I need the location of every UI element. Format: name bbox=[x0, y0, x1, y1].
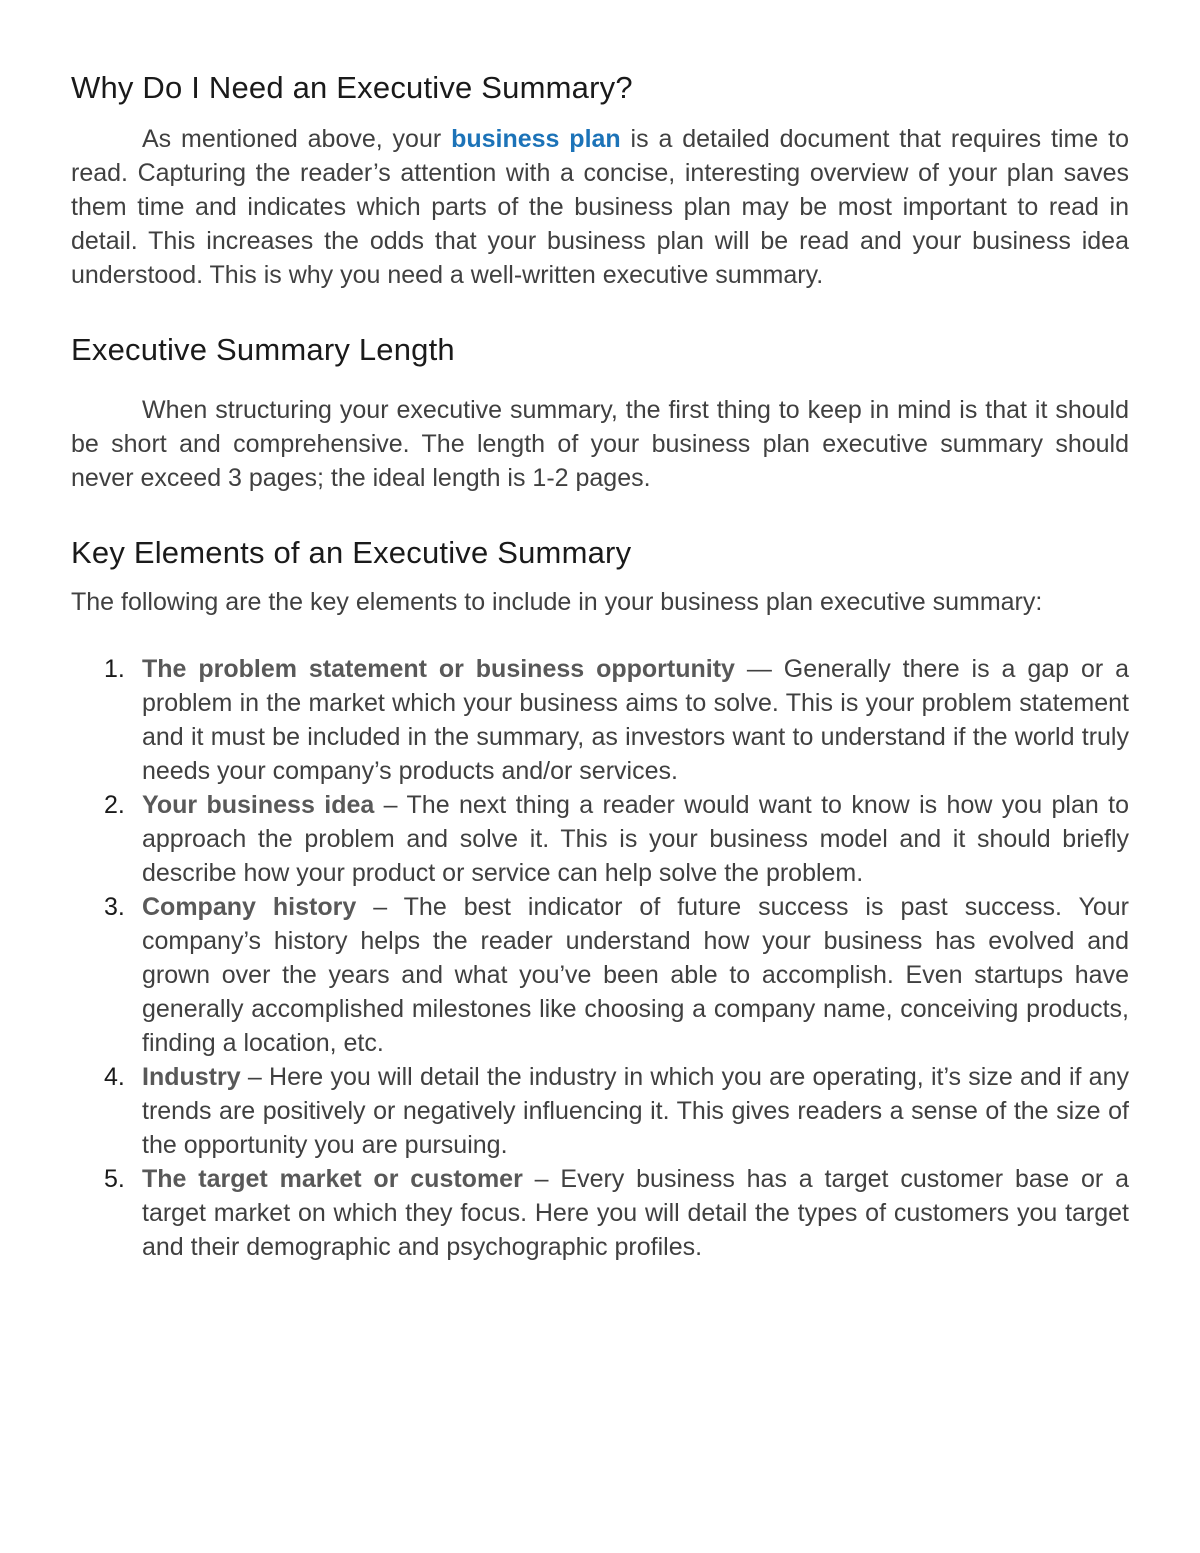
list-item-text: — Generally there is a gap or a problem in the market which your business aims to solve. This is your problem statement and it must be included in the summary, as investors want to understand if the world truly needs your company’s products and/or services. bbox=[142, 655, 1129, 785]
list-item bbox=[104, 1162, 1130, 1264]
list-item-term: Industry bbox=[142, 1063, 241, 1091]
paragraph-text-end: is a detailed document that requires time to read. Capturing the reader’s attention with a concise, interesting overview of your plan saves them time and indicates which parts of the business plan may be most important to read in detail. This increases the odds that your business plan will be read and your business idea understood. This is why you need a well-written executive summary. bbox=[71, 125, 1129, 289]
paragraph-why-executive-summary bbox=[71, 122, 1129, 292]
paragraph-text-start: As mentioned above, your bbox=[142, 125, 452, 153]
document-page bbox=[71, 68, 1129, 1264]
list-item-number: 2. bbox=[104, 791, 125, 819]
list-item-text: – The next thing a reader would want to know is how you plan to approach the problem and solve it. This is your business model and it should briefly describe how your product or service can help solve the problem. bbox=[142, 791, 1129, 887]
list-item-term: The target market or customer bbox=[142, 1165, 523, 1193]
business-plan-link[interactable]: business plan bbox=[451, 125, 621, 153]
heading-why-executive-summary: Why Do I Need an Executive Summary? bbox=[71, 70, 633, 105]
list-item-number: 5. bbox=[104, 1165, 125, 1193]
list-item bbox=[104, 890, 1129, 1060]
list-item bbox=[104, 788, 1129, 890]
list-item-number: 1. bbox=[104, 655, 125, 683]
paragraph-key-elements-intro: The following are the key elements to include in your business plan executive summary: bbox=[71, 588, 1043, 616]
list-item-term: Your business idea bbox=[142, 791, 375, 819]
key-elements-list bbox=[71, 652, 1129, 1264]
list-item-text: – Here you will detail the industry in which you are operating, it’s size and if any trends are positively or negatively influencing it. This gives readers a sense of the size of the opportunity you are pursuing. bbox=[142, 1063, 1129, 1159]
list-item bbox=[104, 1060, 1129, 1162]
list-item-number: 3. bbox=[104, 893, 125, 921]
list-item-text: – The best indicator of future success is past success. Your company’s history helps the reader understand how your business has evolved and grown over the years and what you’ve been able to accomplish. Even startups have generally accomplished milestones like choosing a company name, conceiving products, finding a location, etc. bbox=[142, 893, 1129, 1057]
heading-executive-summary-length: Executive Summary Length bbox=[71, 332, 455, 367]
list-item-number: 4. bbox=[104, 1063, 125, 1091]
list-item-text: – Every business has a target customer base or a target market on which they focus. Here you will detail the types of customers you target and their demographic and psychographic profiles. bbox=[142, 1165, 1130, 1261]
list-item-term: Company history bbox=[142, 893, 357, 921]
list-item bbox=[104, 652, 1129, 788]
list-item-term: The problem statement or business opportunity bbox=[142, 655, 735, 683]
paragraph-executive-summary-length: When structuring your executive summary, the first thing to keep in mind is that it should be short and comprehensive. The length of your business plan executive summary should never exceed 3 pages; the ideal length is 1-2 pages. bbox=[71, 396, 1129, 492]
heading-key-elements: Key Elements of an Executive Summary bbox=[71, 535, 632, 570]
